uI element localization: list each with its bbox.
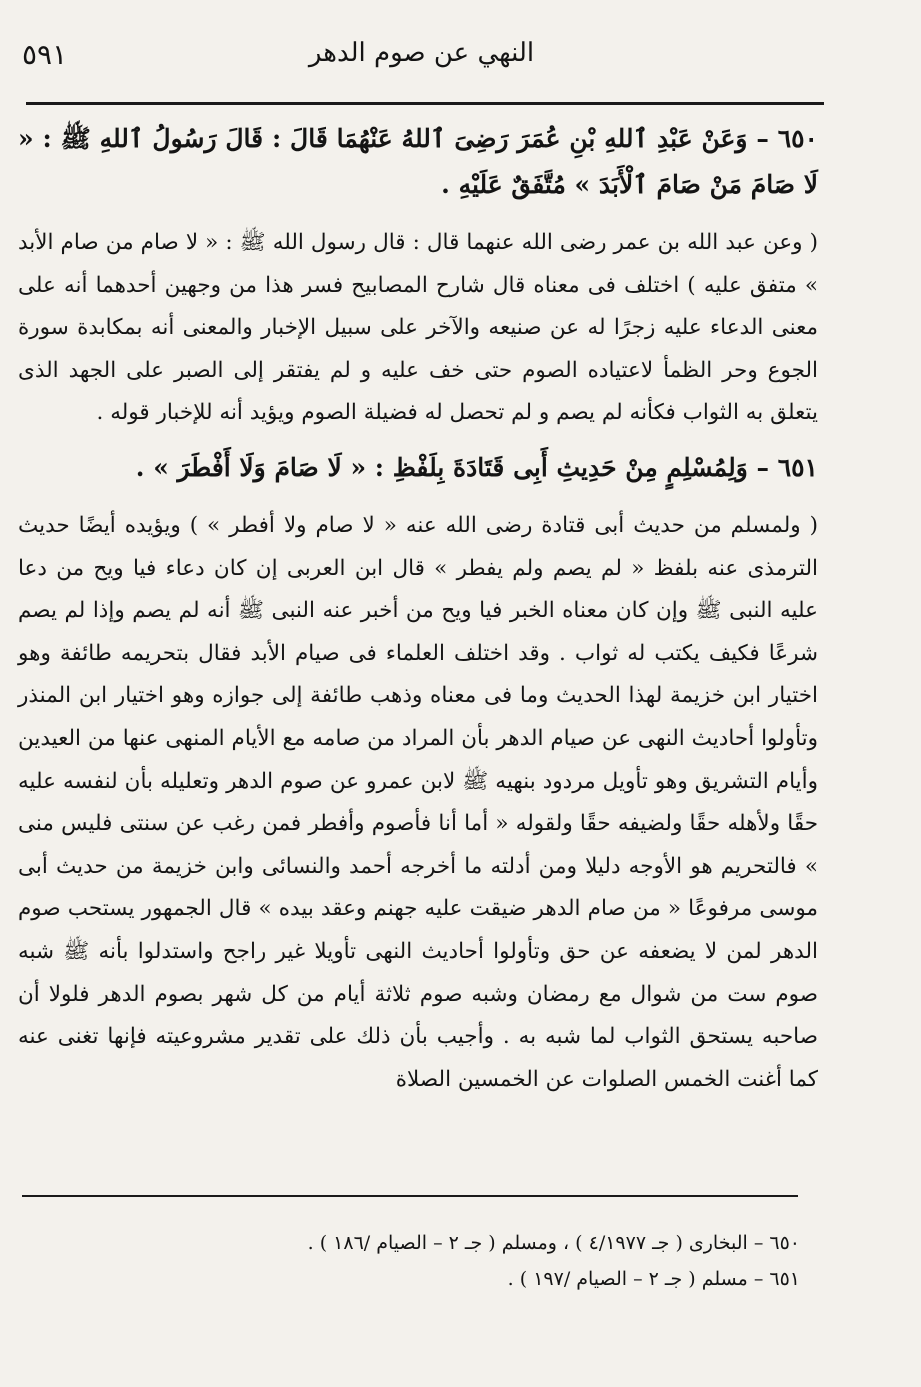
main-text — [18, 116, 818, 1111]
footnote-650: ٦٥٠ – البخارى ( جـ ٤/١٩٧٧ ) ، ومسلم ( جـ ٢ – الصيام /١٨٦ ) . — [307, 1232, 800, 1254]
commentary-650: ( وعن عبد الله بن عمر رضى الله عنهما قال : قال رسول الله ﷺ : « لا صام من صام الأبد » متفق عليه ) اختلف فى معناه قال شارح المصابيح فسر هذا من وجهين أحدهما أنه على معنى الدعاء عليه زجرًا له عن صنيعه والآخر على سبيل الإخبار والمعنى أنه بمكابدة سورة الجوع وحر الظمأ لاعتياده الصوم حتى خف عليه و لم يفتقر إلى الصبر على الجهد الذى يتعلق به الثواب فكأنه لم يصم و لم تحصل له فضيلة الصوم ويؤيد أنه للإخبار قوله . — [18, 230, 819, 426]
footnote-651: ٦٥١ – مسلم ( جـ ٢ – الصيام /١٩٧ ) . — [507, 1268, 800, 1290]
commentary-651: ( ولمسلم من حديث أبى قتادة رضى الله عنه « لا صام ولا أفطر » ) ويؤيده أيضًا حديث الترمذى عنه بلفظ « لم يصم ولم يفطر » قال ابن العربى إن كان دعاء فيا ويح من دعا عليه النبى ﷺ وإن كان معناه الخبر فيا ويح من أخبر عنه النبى ﷺ أنه لم يصم وإذا لم يصم شرعًا فكيف يكتب له ثواب . وقد اختلف العلماء فى صيام الأبد فقال بتحريمه طائفة وهو اختيار ابن خزيمة لهذا الحديث وما فى معناه وذهب طائفة إلى جوازه وهو اختيار ابن المنذر وتأولوا أحاديث النهى عن صيام الدهر بأن المراد من صامه مع الأيام المنهى عنها من العيدين وأيام التشريق وهو تأويل مردود بنهيه ﷺ لابن عمرو عن صوم الدهر وتعليله بأن لنفسه عليه حقًا ولأهله حقًا ولضيفه حقًا ولقوله « أما أنا فأصوم وأفطر فمن رغب عن سنتى فليس منى » فالتحريم هو الأوجه دليلا ومن أدلته ما أخرجه أحمد والنسائى وابن خزيمة من حديث أبى موسى مرفوعًا « من صام الدهر ضيقت عليه جهنم وعقد بيده » قال الجمهور يستحب صوم الدهر لمن لا يضعفه عن حق وتأولوا أحاديث النهى تأويلا غير راجح واستدلوا بأنه ﷺ شبه صوم ست من شوال مع رمضان وشبه صوم ثلاثة أيام من كل شهر بصوم الدهر فلولا أن صاحبه يستحق الثواب لما شبه به . وأجيب بأن ذلك على تقدير مشروعيته فإنها تغنى عنه كما أغنت الخمس الصلوات عن الخمسين الصلاة — [18, 512, 818, 1092]
footnote-divider — [22, 1195, 798, 1197]
footnotes — [200, 1225, 800, 1297]
hadith-651: ٦٥١ – وَلِمُسْلِمٍ مِنْ حَدِيثِ أَبِى قَتَادَةَ بِلَفْظِ : « لَا صَامَ وَلَا أَفْطَرَ » . — [135, 452, 818, 482]
page-header — [22, 38, 821, 78]
page-number: ٥٩١ — [22, 38, 68, 71]
hadith-650: ٦٥٠ – وَعَنْ عَبْدِ ٱللهِ بْنِ عُمَرَ رَضِىَ ٱللهُ عَنْهُمَا قَالَ : قَالَ رَسُولُ ٱللهِ ﷺ : « لَا صَامَ مَنْ صَامَ ٱلْأَبَدَ » مُتَّفَقٌ عَلَيْهِ . — [18, 124, 818, 199]
header-divider — [26, 102, 824, 105]
page-title: النهي عن صوم الدهر — [308, 38, 535, 68]
